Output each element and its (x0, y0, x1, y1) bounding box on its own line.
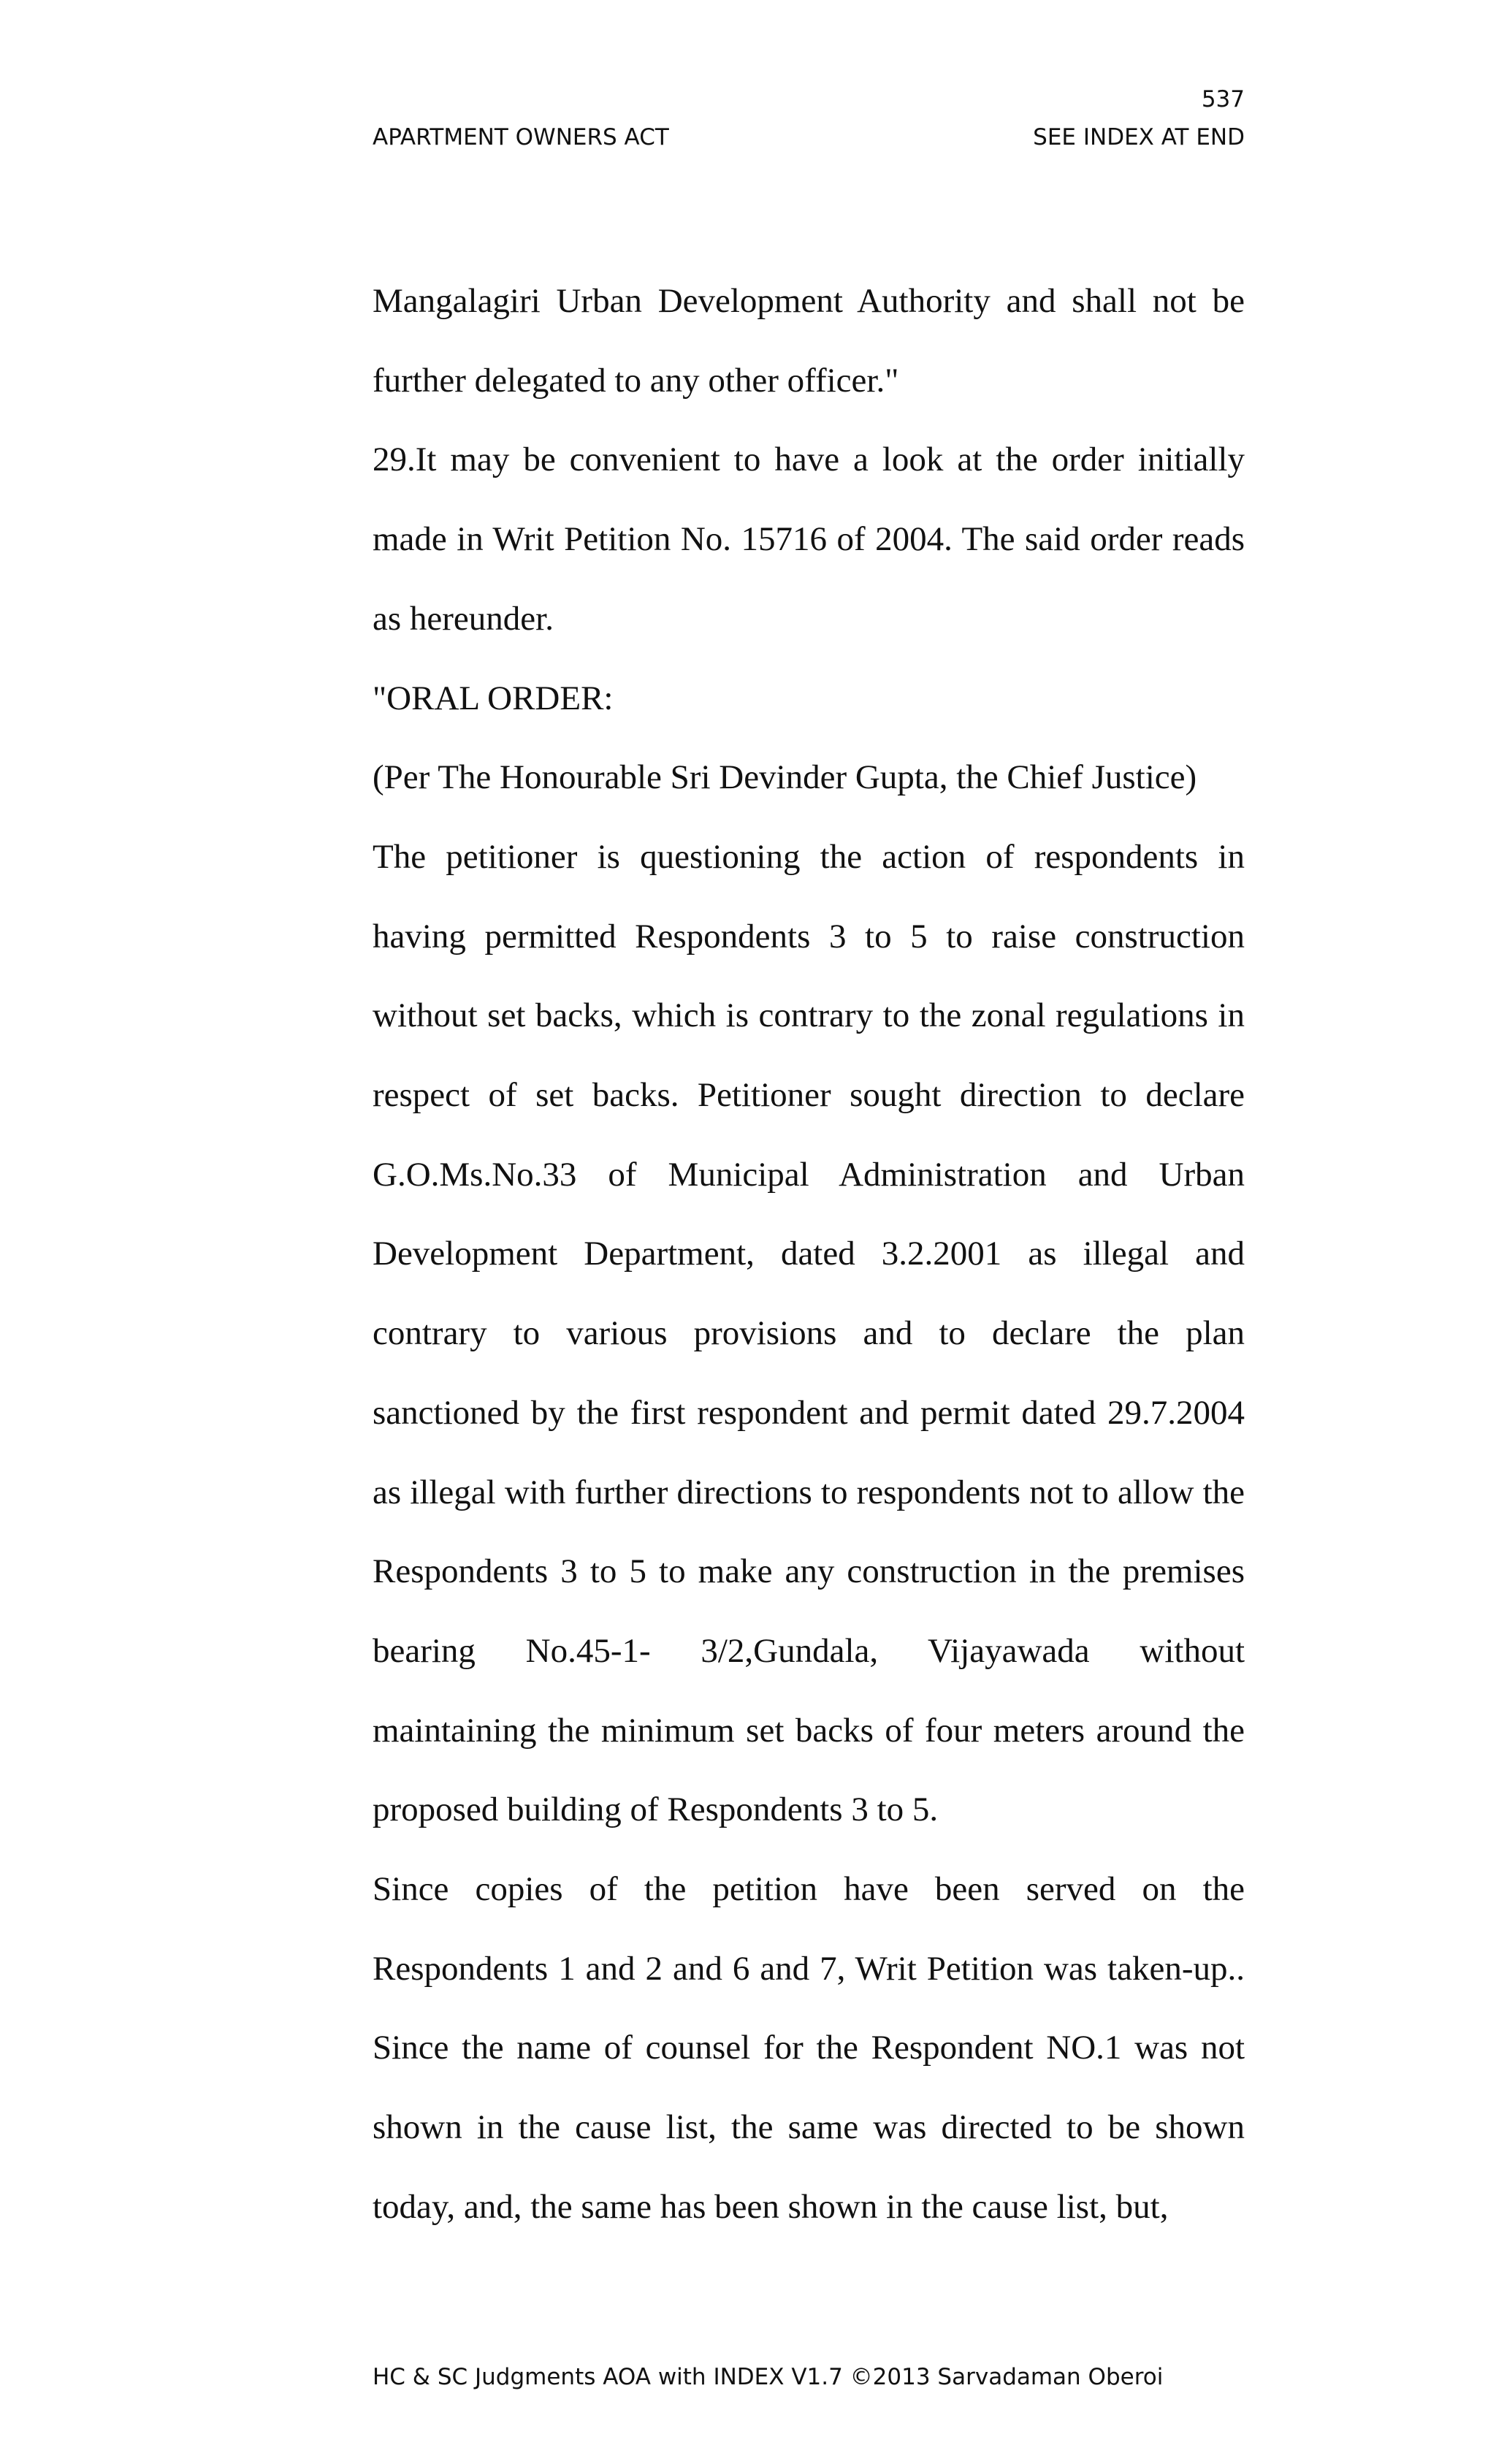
page-footer: HC & SC Judgments AOA with INDEX V1.7 ©2013 Sarvadaman Oberoi (373, 2364, 1164, 2390)
page-number: 537 (1201, 86, 1245, 112)
running-header (373, 121, 1245, 153)
paragraph: Mangalagiri Urban Development Authority and shall not be further delegated to any other officer." (373, 282, 1245, 400)
paragraph: (Per The Honourable Sri Devinder Gupta, the Chief Justice) (373, 758, 1197, 797)
paragraph: The petitioner is questioning the action of respondents in having permitted Respondents 3 to 5 to raise construction without set backs, which is contrary to the zonal regulations in respect of set backs. Petitioner sought direction to declare G.O.Ms.No.33 of Municipal Administration and Urban Development Department, dated 3.2.2001 as illegal and contrary to various provisions and to declare the plan sanctioned by the first respondent and permit dated 29.7.2004 as illegal with further directions to respondents not to allow the Respondents 3 to 5 to make any construction in the premises bearing No.45-1- 3/2,Gundala, Vijayawada without maintaining the minimum set backs of four meters around the proposed building of Respondents 3 to 5. (373, 837, 1245, 1829)
document-body (373, 262, 1245, 2247)
header-index-note: SEE INDEX AT END (1033, 124, 1245, 150)
paragraph: 29.It may be convenient to have a look at the order initially made in Writ Petition No. 15716 of 2004. The said order reads as hereunder. (373, 440, 1245, 638)
header-title: APARTMENT OWNERS ACT (373, 124, 669, 150)
paragraph: "ORAL ORDER: (373, 679, 614, 717)
paragraph: Since copies of the petition have been served on the Respondents 1 and 2 and 6 and 7, Writ Petition was taken-up.. Since the name of counsel for the Respondent NO.1 was not shown in the cause list, the same was directed to be shown today, and, the same has been shown in the cause list, but, (373, 1870, 1245, 2226)
